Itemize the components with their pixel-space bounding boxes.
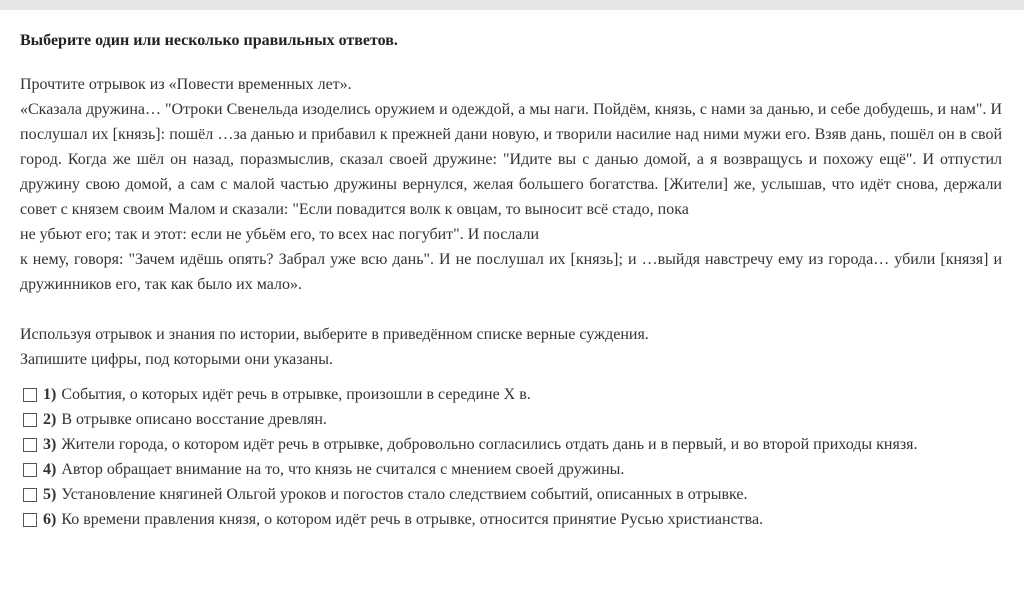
option-1-checkbox[interactable]: [23, 388, 37, 402]
option-6[interactable]: [20, 507, 1002, 532]
task-line-1: Используя отрывок и знания по истории, выберите в приведённом списке верные суждения.: [20, 326, 649, 343]
option-5-checkbox[interactable]: [23, 488, 37, 502]
option-5-number: 5): [43, 486, 57, 503]
option-4-text: Автор обращает внимание на то, что князь не считался с мнением своей дружины.: [61, 461, 625, 478]
option-3-checkbox[interactable]: [23, 438, 37, 452]
passage-intro: Прочтите отрывок из «Повести временных лет».: [20, 76, 352, 93]
instruction-heading: Выберите один или несколько правильных ответов.: [20, 32, 398, 49]
option-1-number: 1): [43, 386, 57, 403]
option-6-number: 6): [43, 511, 57, 528]
option-5[interactable]: [20, 482, 1002, 507]
passage-line-2: не убьют его; так и этот: если не убьём его, то всех нас погубит". И послали: [20, 226, 540, 243]
option-2-text: В отрывке описано восстание древлян.: [61, 411, 327, 428]
option-4[interactable]: [20, 457, 1002, 482]
passage-text: «Сказала дружина… "Отроки Свенельда изоделись оружием и одеждой, а мы наги. Пойдём, князь, с нами за данью, и себе добудешь, и нам". И послушал их [князь]: пошёл …за данью и прибавил к прежней дани новую, и творили насилие над ними мужи его. Взяв дань, пошёл он в свой город. Когда же шёл он назад, поразмыслив, сказал своей дружине: "Идите вы с данью домой, а я возвращусь и похожу ещё". И отпустил дружину свою домой, а сам с малой частью дружины вернулся, желая большего богатства. [Жители] же, услышав, что идёт снова, держали совет с князем своим Малом и сказали: "Если повадится волк к овцам, то выносит всё стадо, пока: [20, 101, 1002, 218]
option-2-number: 2): [43, 411, 57, 428]
spacer: [20, 297, 1002, 322]
option-5-text: Установление княгиней Ольгой уроков и погостов стало следствием событий, описанных в отрывке.: [61, 486, 748, 503]
option-4-checkbox[interactable]: [23, 463, 37, 477]
option-3[interactable]: [20, 432, 1002, 457]
option-6-text: Ко времени правления князя, о котором идёт речь в отрывке, относится принятие Русью христианства.: [61, 511, 764, 528]
option-2-checkbox[interactable]: [23, 413, 37, 427]
top-strip: [0, 0, 1024, 10]
option-4-number: 4): [43, 461, 57, 478]
answer-options: [20, 382, 1002, 532]
option-3-number: 3): [43, 436, 57, 453]
option-3-text: Жители города, о котором идёт речь в отрывке, добровольно согласились отдать дань и в первый, и во второй приходы князя.: [61, 436, 918, 453]
option-1-text: События, о которых идёт речь в отрывке, произошли в середине X в.: [61, 386, 531, 403]
option-1[interactable]: [20, 382, 1002, 407]
option-2[interactable]: [20, 407, 1002, 432]
option-6-checkbox[interactable]: [23, 513, 37, 527]
task-line-2: Запишите цифры, под которыми они указаны.: [20, 351, 333, 368]
passage-line-3: к нему, говоря: "Зачем идёшь опять? Забрал уже всю дань". И не послушал их [князь]; и …выйдя навстречу ему из города… убили [князя] и дружинников его, так как было их мало».: [20, 251, 1002, 293]
question-content: [0, 10, 1024, 532]
